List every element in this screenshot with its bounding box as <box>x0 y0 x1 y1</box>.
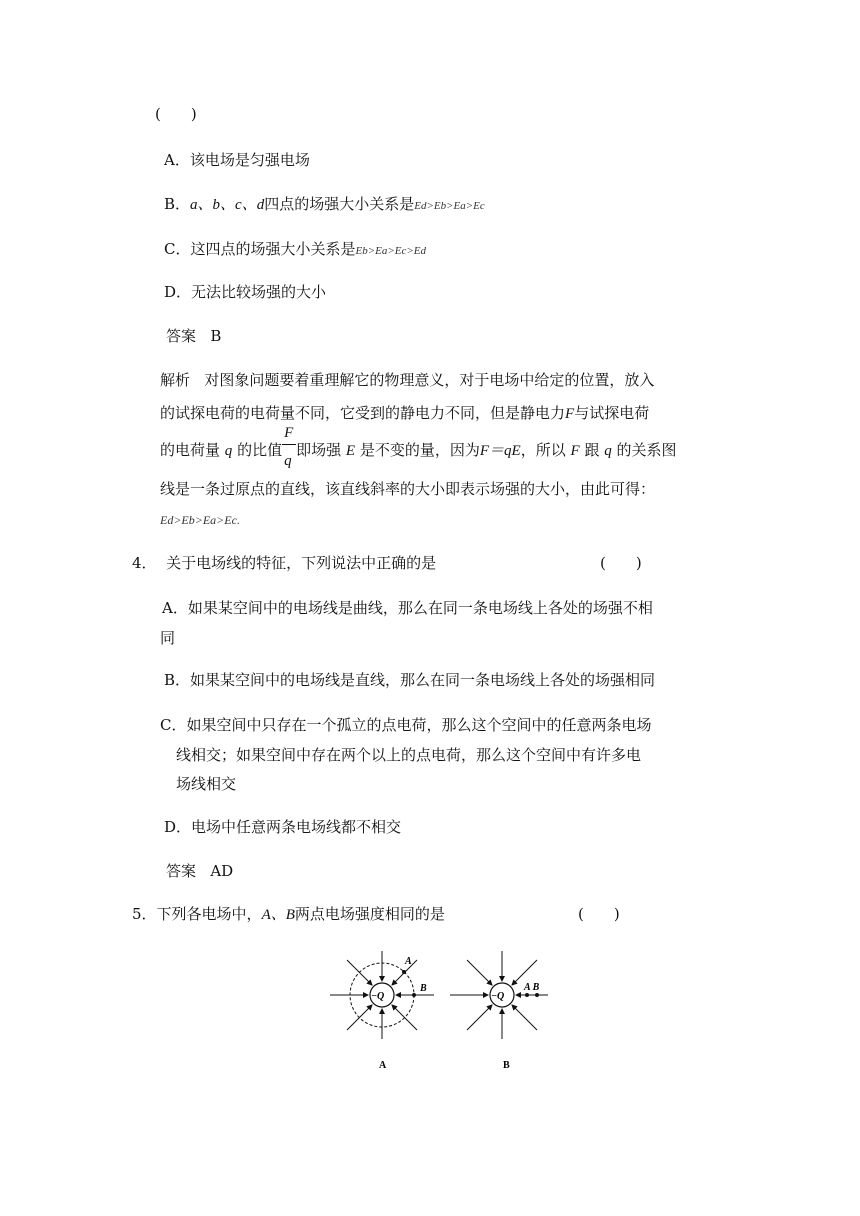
fraction-denominator: q <box>284 453 292 469</box>
symbol-q: q <box>604 443 612 459</box>
q4-option-a-line-1: A．如果某空间中的电场线是曲线，那么在同一条电场线上各处的场强不相 <box>162 599 653 617</box>
symbol-q: q <box>224 443 233 459</box>
q4-option-c-line-2: 线相交；如果空间中存在两个以上的点电荷，那么这个空间中有许多电 <box>176 746 642 764</box>
q4-option-a-line-2: 同 <box>160 629 176 647</box>
point-b-label: B <box>420 983 427 994</box>
field-line <box>347 960 372 985</box>
q3-answer-bracket: ( ) <box>155 105 197 123</box>
field-line <box>392 1005 417 1030</box>
q3-analysis-line-2 <box>160 403 649 424</box>
analysis-text: 的关系图 <box>616 441 677 459</box>
analysis-text: 的试探电荷的电荷量不同，它受到的静电力不同，但是静电力 <box>160 404 566 422</box>
point-a-dot <box>402 970 406 974</box>
point-names: a、b、c、d <box>190 197 265 213</box>
answer-value: B <box>210 327 222 345</box>
q4-answer-bracket: ( ) <box>600 554 642 572</box>
option-label: D． <box>164 283 192 301</box>
field-line <box>347 1005 372 1030</box>
q3-analysis-line-3 <box>160 425 677 469</box>
answer-label: 答案 <box>166 327 197 345</box>
field-relation: Eb>Ea>Ec>Ed <box>355 245 427 257</box>
figure-a-field-lines <box>325 948 437 1072</box>
option-label: B． <box>164 195 191 213</box>
fraction-bar <box>282 444 296 445</box>
question-text: 下列各电场中， <box>156 905 262 923</box>
option-text: 该电场是匀强电场 <box>189 151 310 169</box>
q4-option-c-line-1: C．如果空间中只存在一个孤立的点电荷，那么这个空间中的任意两条电场 <box>160 716 652 734</box>
q3-analysis-line-5: Ed>Eb>Ea>Ec. <box>160 513 240 527</box>
q4-option-b: B．如果某空间中的电场线是直线，那么在同一条电场线上各处的场强相同 <box>164 671 656 689</box>
analysis-label: 解析 <box>160 371 191 389</box>
charge-label: −Q <box>371 991 385 1002</box>
field-line <box>467 960 492 985</box>
option-label: C． <box>164 240 191 258</box>
point-a-dot <box>525 993 529 997</box>
q4-option-c-line-3: 场线相交 <box>176 775 237 793</box>
symbol-F: F <box>570 443 580 459</box>
q3-answer <box>166 326 221 346</box>
point-names: A、B <box>261 907 295 923</box>
answer-label: 答案 <box>166 862 197 880</box>
option-label: A． <box>164 151 190 169</box>
point-a-label: A <box>405 956 412 967</box>
q4-option-d: D．电场中任意两条电场线都不相交 <box>164 818 402 836</box>
analysis-text: 即场强 <box>296 441 342 459</box>
charge-label: −Q <box>491 991 505 1002</box>
answer-value: AD <box>210 862 234 880</box>
analysis-text: 是不变的量，因为 <box>359 441 480 459</box>
field-line <box>512 1005 537 1030</box>
q5-stem <box>132 904 445 925</box>
analysis-text: 跟 <box>584 441 600 459</box>
figure-a-caption: A <box>379 1060 387 1071</box>
analysis-text: ，所以 <box>520 441 566 459</box>
analysis-text: 的比值 <box>237 441 283 459</box>
q3-option-c <box>164 239 426 261</box>
analysis-text: 对图象问题要着重理解它的物理意义，对于电场中给定的位置，放入 <box>204 371 655 389</box>
question-text: 关于电场线的特征，下列说法中正确的是 <box>166 554 437 572</box>
question-number: 4． <box>132 554 157 572</box>
q5-answer-bracket: ( ) <box>578 905 620 923</box>
symbol-E: E <box>345 443 356 459</box>
symbol-F: F <box>565 406 575 422</box>
q3-option-d <box>164 282 326 302</box>
q4-answer <box>166 861 233 881</box>
question-number: 5． <box>132 905 157 923</box>
q3-analysis-line-4: 线是一条过原点的直线，该直线斜率的大小即表示场强的大小，由此可得： <box>160 480 656 498</box>
q3-analysis-line-1 <box>160 370 654 390</box>
analysis-text: 的电荷量 <box>160 441 221 459</box>
q3-option-b <box>164 194 485 216</box>
fraction-f-over-q <box>282 425 296 469</box>
option-text: 四点的场强大小关系是 <box>264 195 415 213</box>
fraction-numerator: F <box>284 425 294 441</box>
equation: F＝qE <box>479 443 521 459</box>
q4-stem <box>132 553 436 573</box>
field-line <box>467 1005 492 1030</box>
analysis-text: 与试探电荷 <box>574 404 650 422</box>
points-label: A B <box>524 982 540 993</box>
figure-b-field-lines <box>448 948 560 1072</box>
figure-b-caption: B <box>503 1060 510 1071</box>
option-text: 这四点的场强大小关系是 <box>190 240 356 258</box>
point-b-dot <box>412 993 416 997</box>
q3-option-a <box>164 150 310 170</box>
point-b-dot <box>535 993 539 997</box>
question-text: 两点电场强度相同的是 <box>294 905 445 923</box>
option-text: 无法比较场强的大小 <box>191 283 327 301</box>
field-relation: Ed>Eb>Ea>Ec <box>414 200 485 212</box>
